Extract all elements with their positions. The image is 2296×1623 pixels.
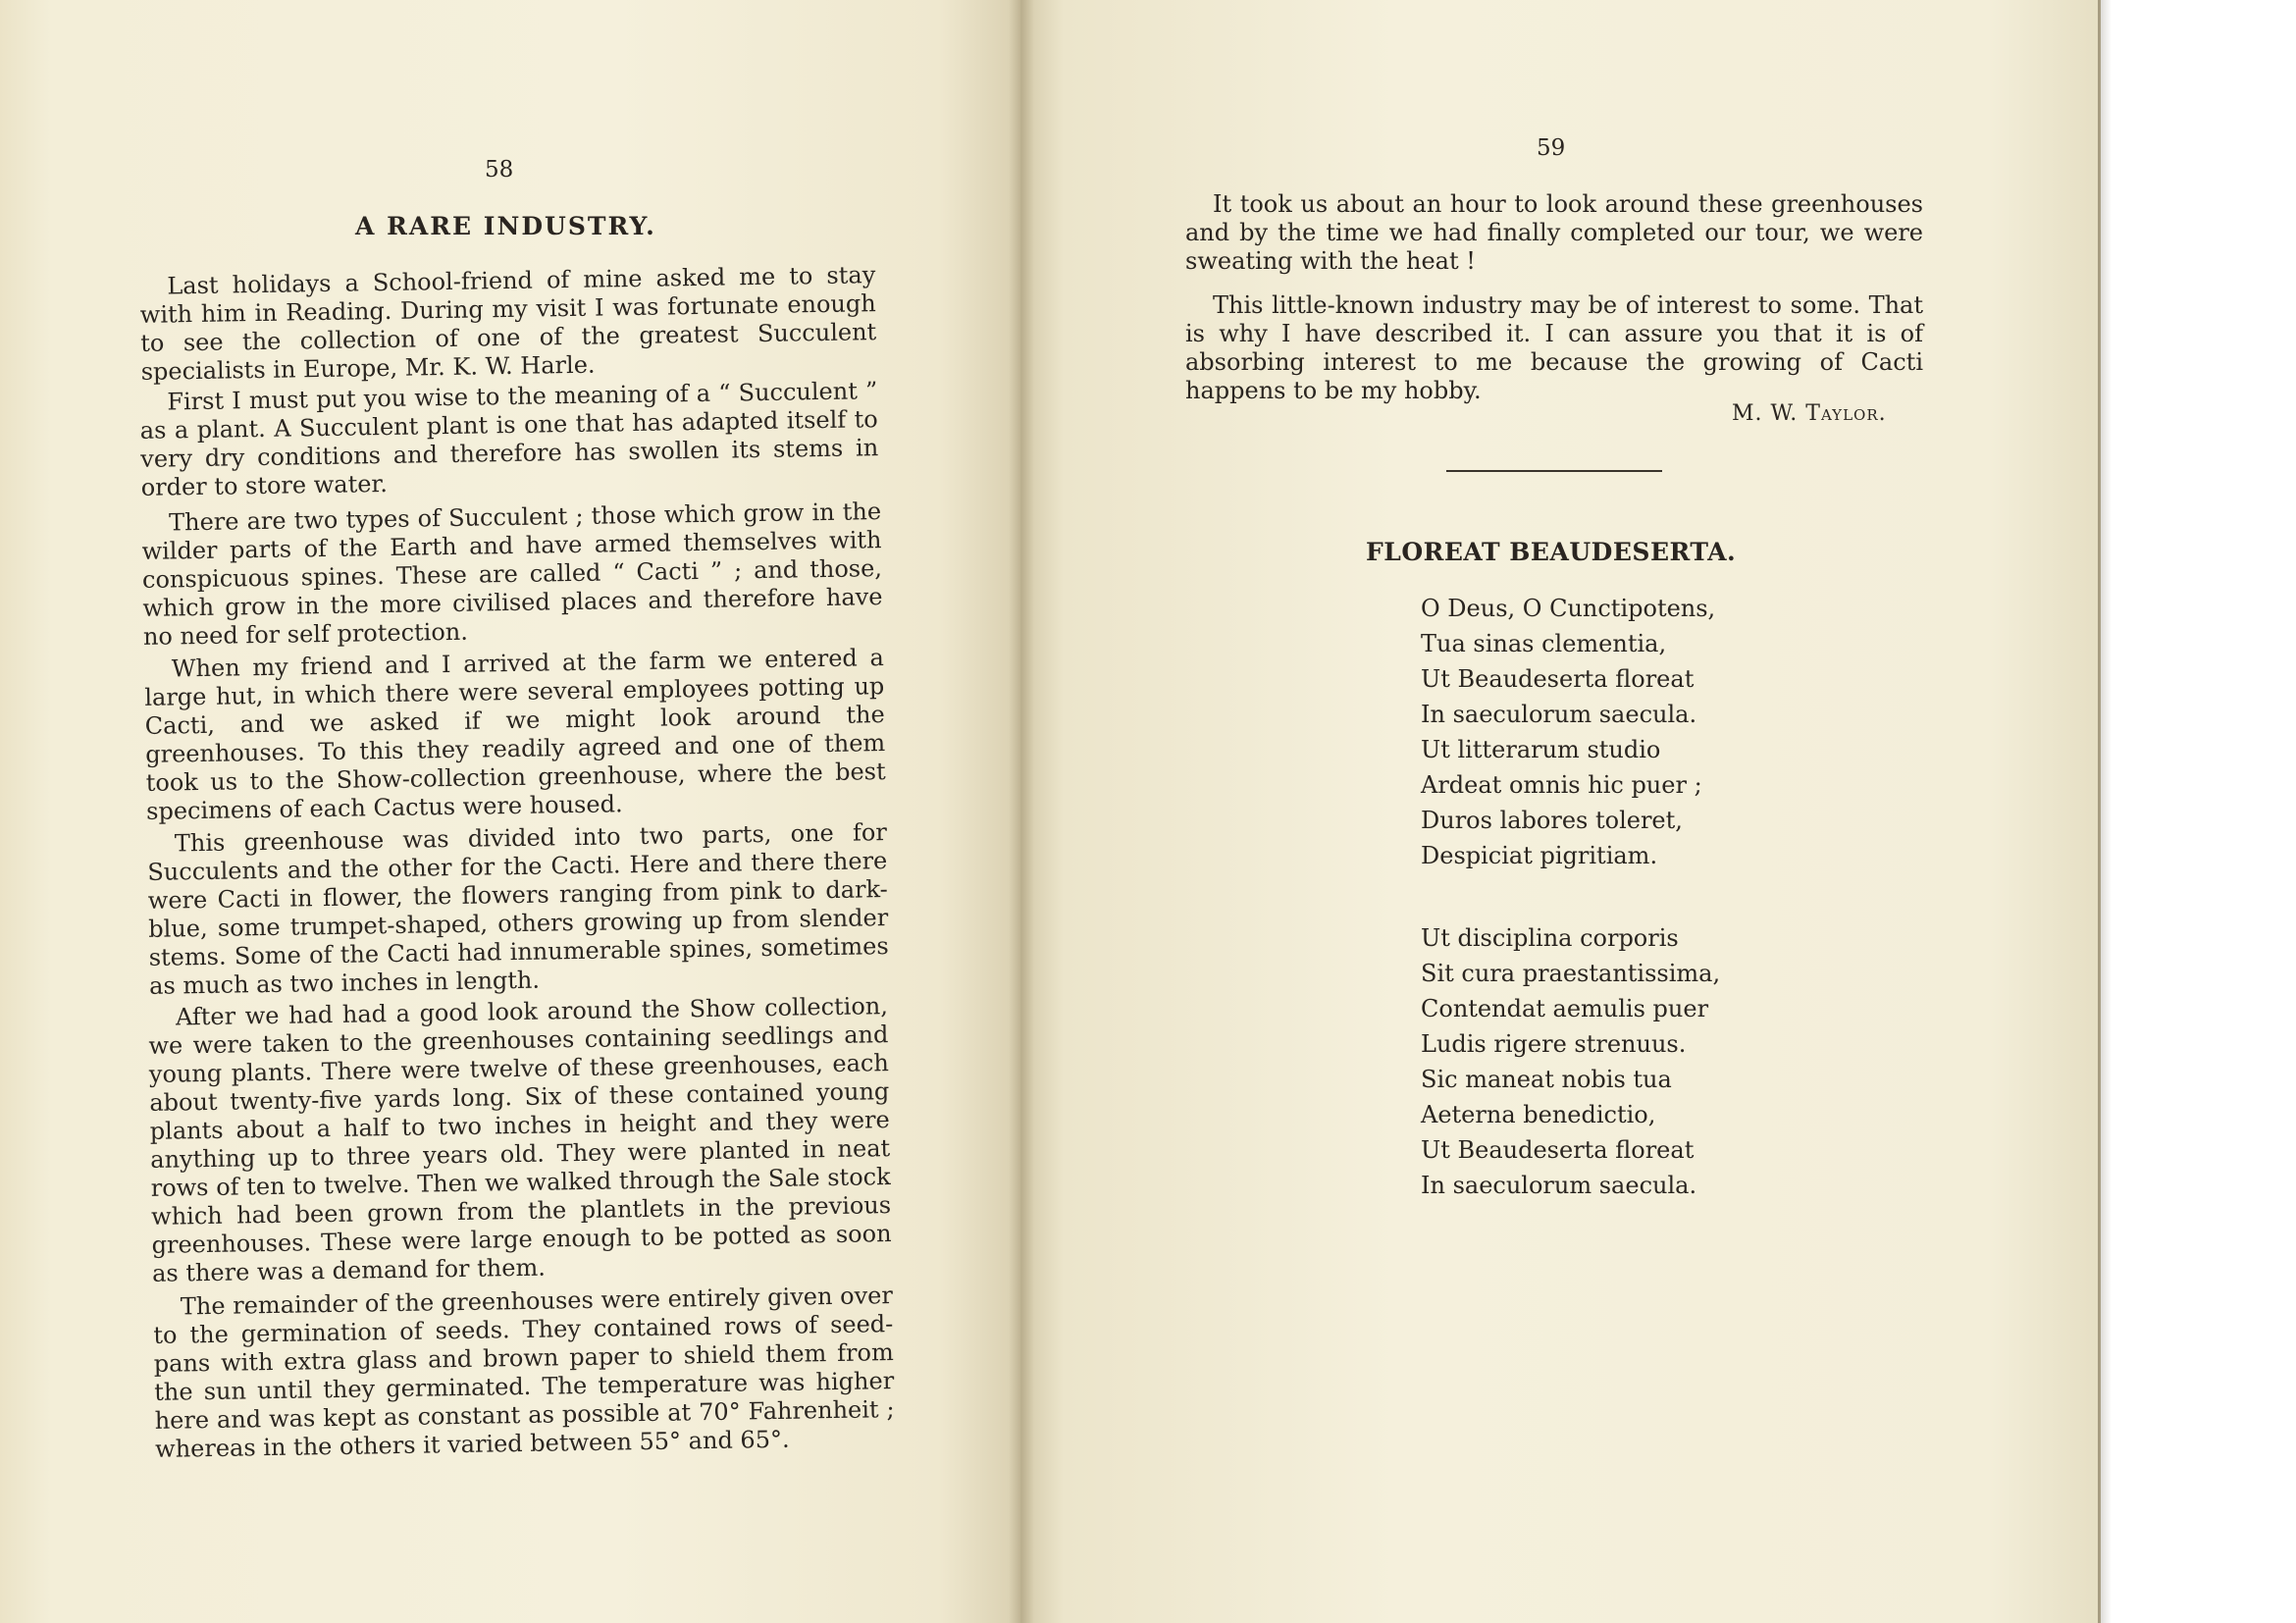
hymn-line: Ut Beaudeserta floreat <box>1421 1136 1695 1164</box>
hymn-line: O Deus, O Cunctipotens, <box>1421 595 1716 622</box>
hymn-line: Ludis rigere strenuus. <box>1421 1030 1687 1058</box>
article-paragraph-6: After we had had a good look around the Show collection, we were taken to the greenhouses containing seedlings and young plants. There were twelve of these greenhouses, each about twenty-five yards long. Six of these contained young plants about a half to two inches in height and they were anything up to three years old. They were planted in neat rows of ten to twelve. Then we walked through the Sale stock which had been grown from the plantlets in the previous greenhouses. These were large enough to be potted as soon as there was a demand for them. <box>148 992 892 1287</box>
hymn-line: Sit cura praestantissima, <box>1421 960 1721 987</box>
hymn-line: In saeculorum saecula. <box>1421 1172 1697 1199</box>
right-page <box>1020 0 2101 1623</box>
article-paragraph-7: The remainder of the greenhouses were entirely given over to the germination of seeds. They contained rows of seed-pans with extra glass and brown paper to shield them from the sun until they germinated. The temperature was higher here and was kept as constant as possible at 70° Fahrenheit ; whereas in the others it varied between 55° and 65°. <box>153 1282 895 1463</box>
hymn-line: Sic maneat nobis tua <box>1421 1066 1672 1093</box>
article-continued-paragraph-1: It took us about an hour to look around these greenhouses and by the time we had finally completed our tour, we were sweating with the heat ! <box>1185 190 1923 275</box>
page-edge-shadow <box>2098 0 2112 1623</box>
page-number-right: 59 <box>1537 135 1566 161</box>
stanza-break <box>1421 873 1720 920</box>
hymn-verses <box>1421 591 1720 1203</box>
hymn-title: FLOREAT BEAUDESERTA. <box>1366 538 1737 566</box>
hymn-line: Duros labores toleret, <box>1421 807 1683 834</box>
page-number-left: 58 <box>485 157 514 183</box>
author-signature: M. W. Taylor. <box>1732 401 1887 426</box>
article-title: A RARE INDUSTRY. <box>355 212 656 240</box>
book-gutter <box>1009 0 1034 1623</box>
article-paragraph-3: There are two types of Succulent ; those which grow in the wilder parts of the Earth and have armed themselves with conspicuous spines. These are called “ Cacti ” ; and those, which grow in the more civilised places and therefore have no need for self protection. <box>141 497 883 651</box>
article-paragraph-2: First I must put you wise to the meaning of a “ Succulent ” as a plant. A Succulent plant is one that has adapted itself to very dry conditions and therefore has swollen its stems in order to store water. <box>139 377 879 501</box>
article-paragraph-5: This greenhouse was divided into two parts, one for Succulents and the other for the Cacti. Here and there there were Cacti in flower, the flowers ranging from pink to dark-blue, some trumpet-shaped, others growing up from slender stems. Some of the Cacti had innumerable spines, sometimes as much as two inches in length. <box>147 818 889 1000</box>
hymn-line: In saeculorum saecula. <box>1421 701 1697 728</box>
hymn-line: Ardeat omnis hic puer ; <box>1421 771 1702 799</box>
article-continued-paragraph-2: This little-known industry may be of interest to some. That is why I have described it. I can assure you that it is of absorbing interest to me because the growing of Cacti happens to be my hobby. <box>1185 291 1923 404</box>
hymn-line: Ut Beaudeserta floreat <box>1421 665 1695 693</box>
left-page <box>0 0 1020 1623</box>
hymn-line: Contendat aemulis puer <box>1421 995 1709 1022</box>
hymn-line: Ut disciplina corporis <box>1421 924 1679 952</box>
hymn-line: Ut litterarum studio <box>1421 736 1661 763</box>
article-paragraph-1: Last holidays a School-friend of mine asked me to stay with him in Reading. During my visit I was fortunate enough to see the collection of one of the greatest Succulent specialists in Europe, Mr. K. W. Harle. <box>139 261 877 386</box>
hymn-line: Tua sinas clementia, <box>1421 630 1667 657</box>
hymn-line: Aeterna benedictio, <box>1421 1101 1656 1128</box>
hymn-line: Despiciat pigritiam. <box>1421 842 1658 869</box>
section-divider <box>1446 470 1662 472</box>
article-paragraph-4: When my friend and I arrived at the farm we entered a large hut, in which there were several employees potting up Cacti, and we asked if we might look around the greenhouses. To this they readily agreed and one of them took us to the Show-collection greenhouse, where the best specimens of each Cactus were housed. <box>144 644 886 825</box>
